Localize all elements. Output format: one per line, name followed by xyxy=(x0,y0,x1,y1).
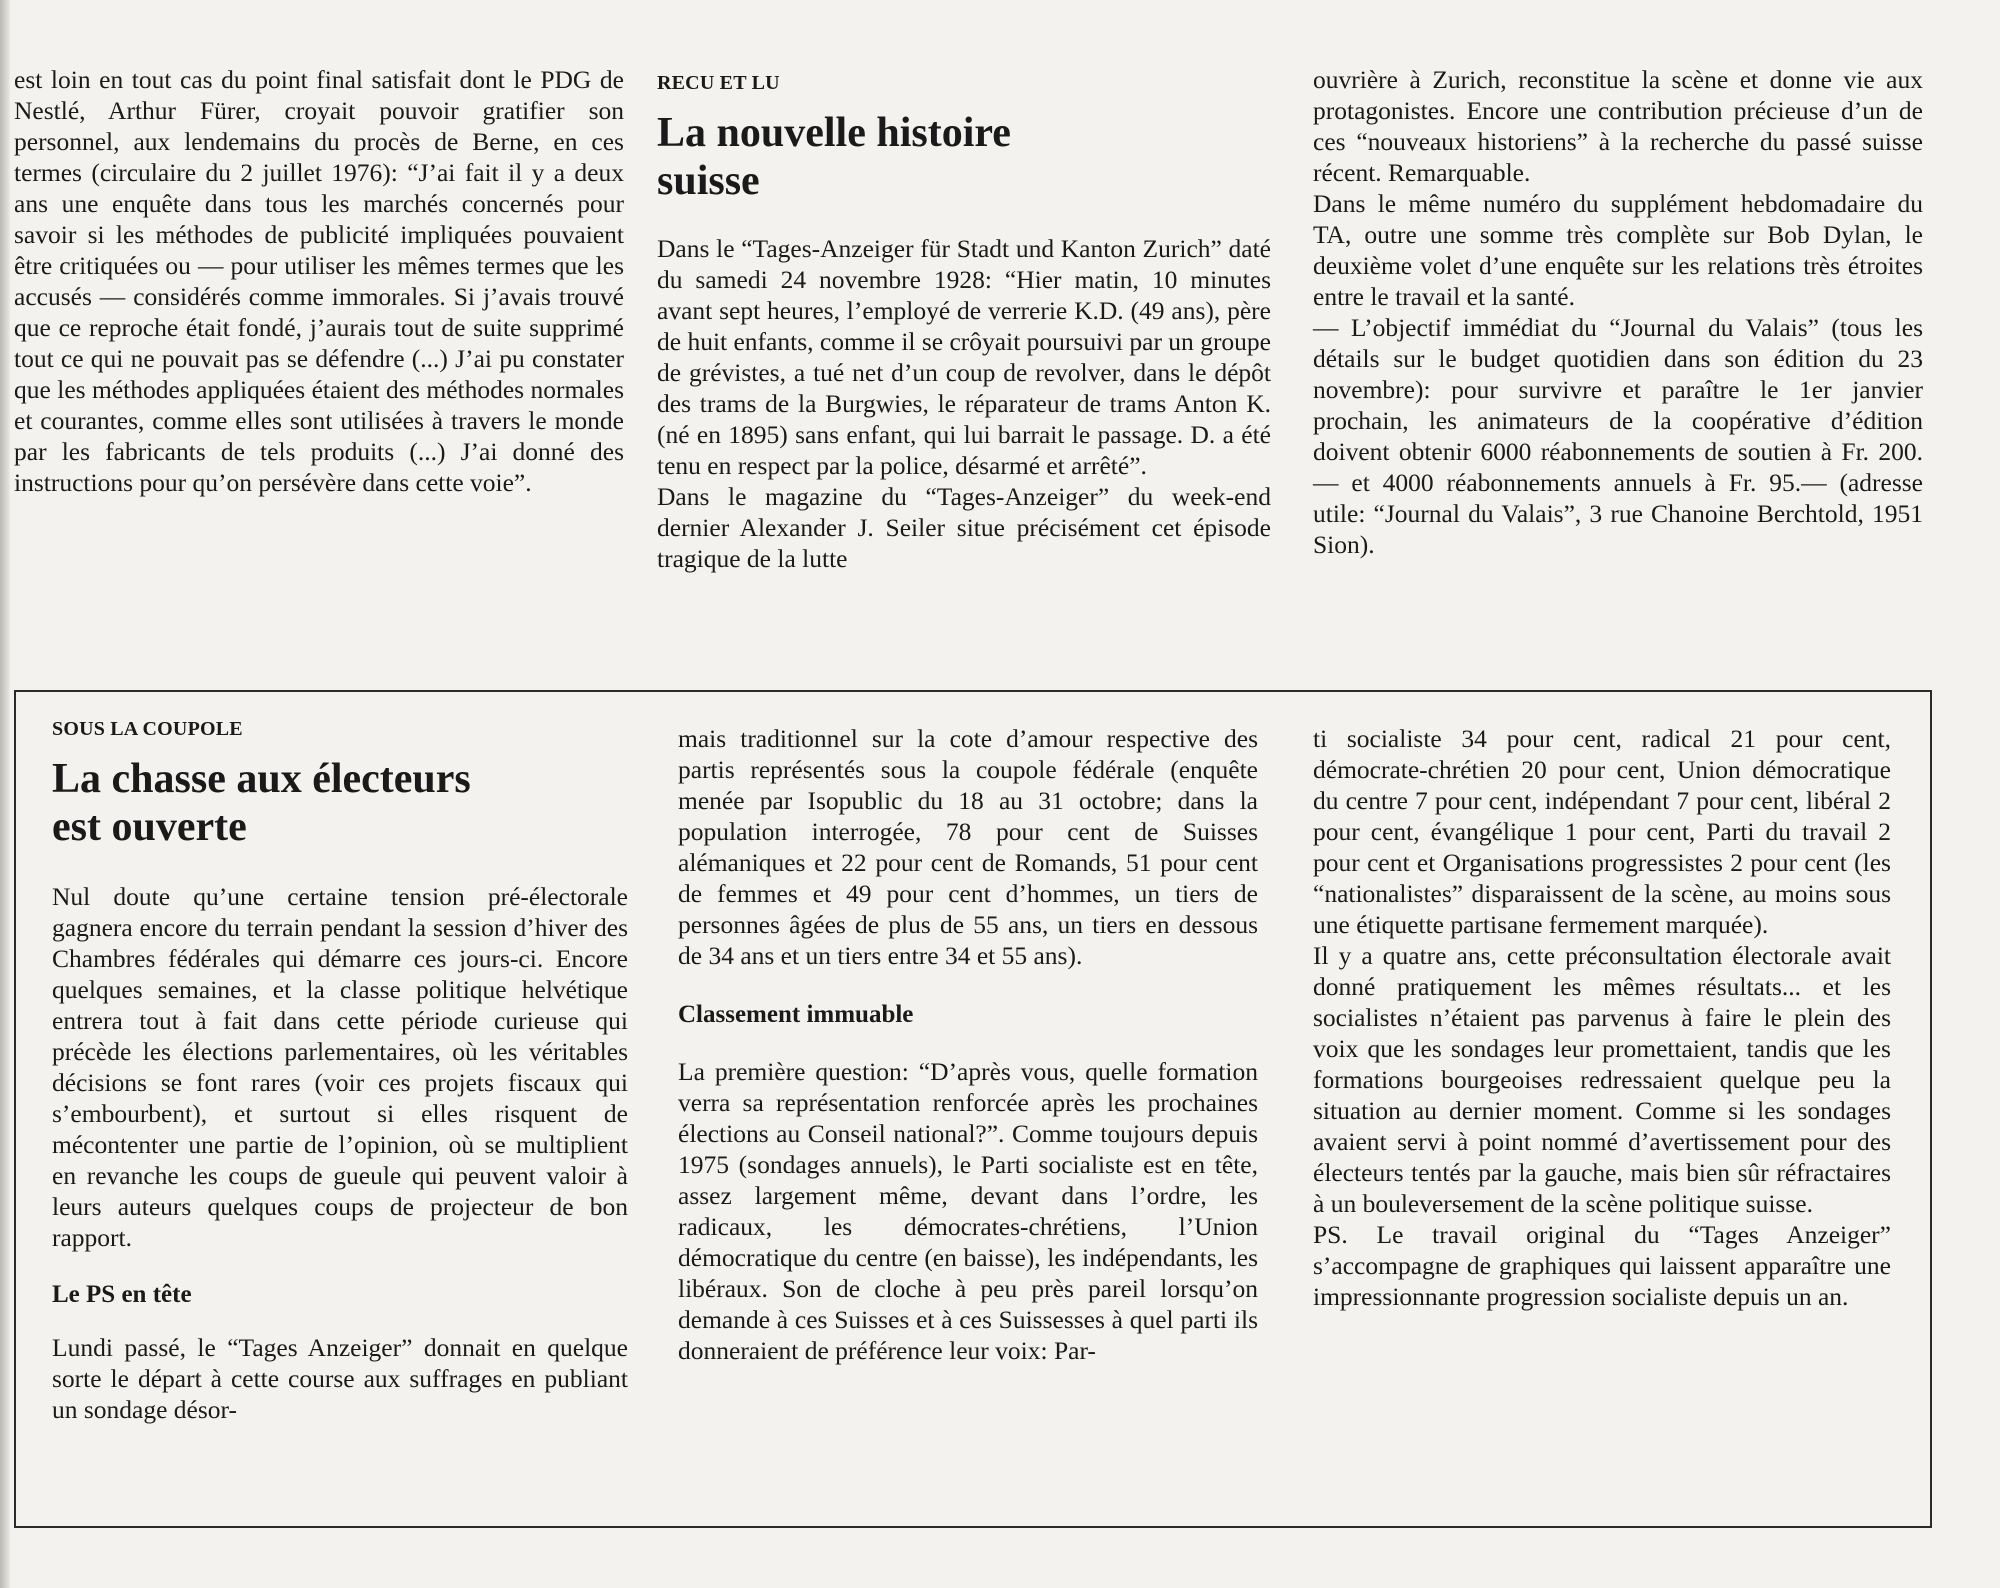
box-column-2 xyxy=(678,723,1258,1366)
box-col3-paragraph-3: PS. Le travail original du “Tages Anzeiger” s’accompagne de graphiques qui laissent apparaître une impressionnante progression socialiste depuis un an. xyxy=(1313,1220,1891,1311)
article-kicker: RECU ET LU xyxy=(657,72,780,94)
box-headline-line2: est ouverte xyxy=(52,804,247,850)
top-column-3 xyxy=(1313,64,1923,560)
article-headline xyxy=(657,109,1271,205)
top-column-2-article xyxy=(657,68,1271,574)
box-subhead-1: Le PS en tête xyxy=(52,1281,192,1308)
top-col3-paragraph-2: Dans le même numéro du supplément hebdomadaire du TA, outre une somme très complète sur Bob Dylan, le deuxième volet d’une enquête sur les relations très étroites entre le travail et la santé. xyxy=(1313,189,1923,311)
box-col1-paragraph-2: Lundi passé, le “Tages Anzeiger” donnait en quelque sorte le départ à cette course aux suffrages en publiant un sondage désor- xyxy=(52,1333,628,1424)
page-spine-shadow xyxy=(0,0,10,1588)
box-headline-line1: La chasse aux électeurs xyxy=(52,756,471,802)
box-kicker: SOUS LA COUPOLE xyxy=(52,718,243,740)
top-col3-paragraph-3: — L’objectif immédiat du “Journal du Valais” (tous les détails sur le budget quotidien dans son édition du 23 novembre): pour survivre et paraître le 1er janvier prochain, les animateurs de la coopérative d’édition doivent obtenir 6000 réabonnements de soutien à Fr. 200.— et 4000 réabonnements annuels à Fr. 95.— (adresse utile: “Journal du Valais”, 3 rue Chanoine Berchtold, 1951 Sion). xyxy=(1313,313,1923,559)
article-paragraph-1: Dans le “Tages-Anzeiger für Stadt und Kanton Zurich” daté du samedi 24 novembre 1928: “Hier matin, 10 minutes avant sept heures, l’employé de verrerie K.D. (49 ans), père de huit enfants, comme il se crôyait poursuivi par un groupe de grévistes, a tué net d’un coup de revolver, dans le dépôt des trams de la Burgwies, le réparateur de trams Anton K. (né en 1895) sans enfant, qui lui barrait le passage. D. a été tenu en respect par la police, désarmé et arrêté”. xyxy=(657,234,1271,480)
top-column-1 xyxy=(14,64,624,498)
article-headline-line2: suisse xyxy=(657,158,760,204)
article-headline-line1: La nouvelle histoire xyxy=(657,110,1011,156)
box-col2-paragraph-2: La première question: “D’après vous, quelle formation verra sa représentation renforcée après les prochaines élections au Conseil national?”. Comme toujours depuis 1975 (sondages annuels), le Parti socialiste est en tête, assez largement même, devant dans l’ordre, les radicaux, les démocrates-chrétiens, l’Union démocratique du centre (en baisse), les indépendants, les libéraux. Son de cloche à peu près pareil lorsqu’on demande à ces Suisses et à ces Suissesses à quel parti ils donneraient de préférence leur voix: Par- xyxy=(678,1057,1258,1365)
box-col1-paragraph-1: Nul doute qu’une certaine tension pré-électorale gagnera encore du terrain pendant la session d’hiver des Chambres fédérales qui démarre ces jours-ci. Encore quelques semaines, et la classe politique helvétique entrera tout à fait dans cette période curieuse qui précède les élections parlementaires, où les véritables décisions se font rares (voir ces projets fiscaux qui s’embourbent), et surtout si elles risquent de mécontenter une partie de l’opinion, où se multiplient en revanche les coups de gueule qui peuvent valoir à leurs auteurs quelques coups de projecteur de bon rapport. xyxy=(52,882,628,1252)
box-col3-paragraph-2: Il y a quatre ans, cette préconsultation électorale avait donné pratiquement les mêmes résultats... et les socialistes n’étaient pas parvenus à faire le plein des voix que les sondages leur promettaient, tandis que les formations bourgeoises redressaient quelque peu la situation au dernier moment. Comme si les sondages avaient servi à point nommé d’avertissement pour des électeurs tentés par la gauche, mais bien sûr réfractaires à un bouleversement de la scène politique suisse. xyxy=(1313,941,1891,1218)
article-paragraph-2: Dans le magazine du “Tages-Anzeiger” du week-end dernier Alexander J. Seiler situe précisément cet épisode tragique de la lutte xyxy=(657,482,1271,573)
top-col3-paragraph-1: ouvrière à Zurich, reconstitue la scène et donne vie aux protagonistes. Encore une contribution précieuse d’un de ces “nouveaux historiens” à la recherche du passé suisse récent. Remarquable. xyxy=(1313,65,1923,187)
box-subhead-2: Classement immuable xyxy=(678,1001,914,1028)
box-headline xyxy=(52,755,628,851)
box-column-1 xyxy=(52,714,628,1425)
top-col1-text: est loin en tout cas du point final satisfait dont le PDG de Nestlé, Arthur Fürer, croyait pouvoir gratifier son personnel, aux lendemains du procès de Berne, en ces termes (circulaire du 2 juillet 1976): “J’ai fait il y a deux ans une enquête dans tous les marchés concernés pour savoir si les méthodes de publicité impliquées pouvaient être critiquées ou — pour utiliser les mêmes termes que les accusés — considérés comme immorales. Si j’avais trouvé que ce reproche était fondé, j’aurais tout de suite supprimé tout ce qui ne pouvait pas se défendre (...) J’ai pu constater que les méthodes appliquées étaient des méthodes normales et courantes, comme elles sont utilisées à travers le monde par les fabricants de tels produits (...) J’ai donné des instructions pour qu’on persévère dans cette voie”. xyxy=(14,65,624,497)
box-column-3 xyxy=(1313,723,1891,1312)
box-col2-paragraph-1: mais traditionnel sur la cote d’amour respective des partis représentés sous la coupole fédérale (enquête menée par Isopublic du 18 au 31 octobre; dans la population interrogée, 78 pour cent de Suisses alémaniques et 22 pour cent de Romands, 51 pour cent de femmes et 49 pour cent d’hommes, un tiers de personnes âgées de plus de 55 ans, un tiers en dessous de 34 ans et un tiers entre 34 et 55 ans). xyxy=(678,724,1258,970)
box-col3-paragraph-1: ti socialiste 34 pour cent, radical 21 pour cent, démocrate-chrétien 20 pour cent, Union démocratique du centre 7 pour cent, indépendant 7 pour cent, libéral 2 pour cent, évangélique 1 pour cent, Parti du travail 2 pour cent et Organisations progressistes 2 pour cent (les “nationalistes” disparaissent de la scène, au moins sous une étiquette partisane fermement marquée). xyxy=(1313,724,1891,939)
